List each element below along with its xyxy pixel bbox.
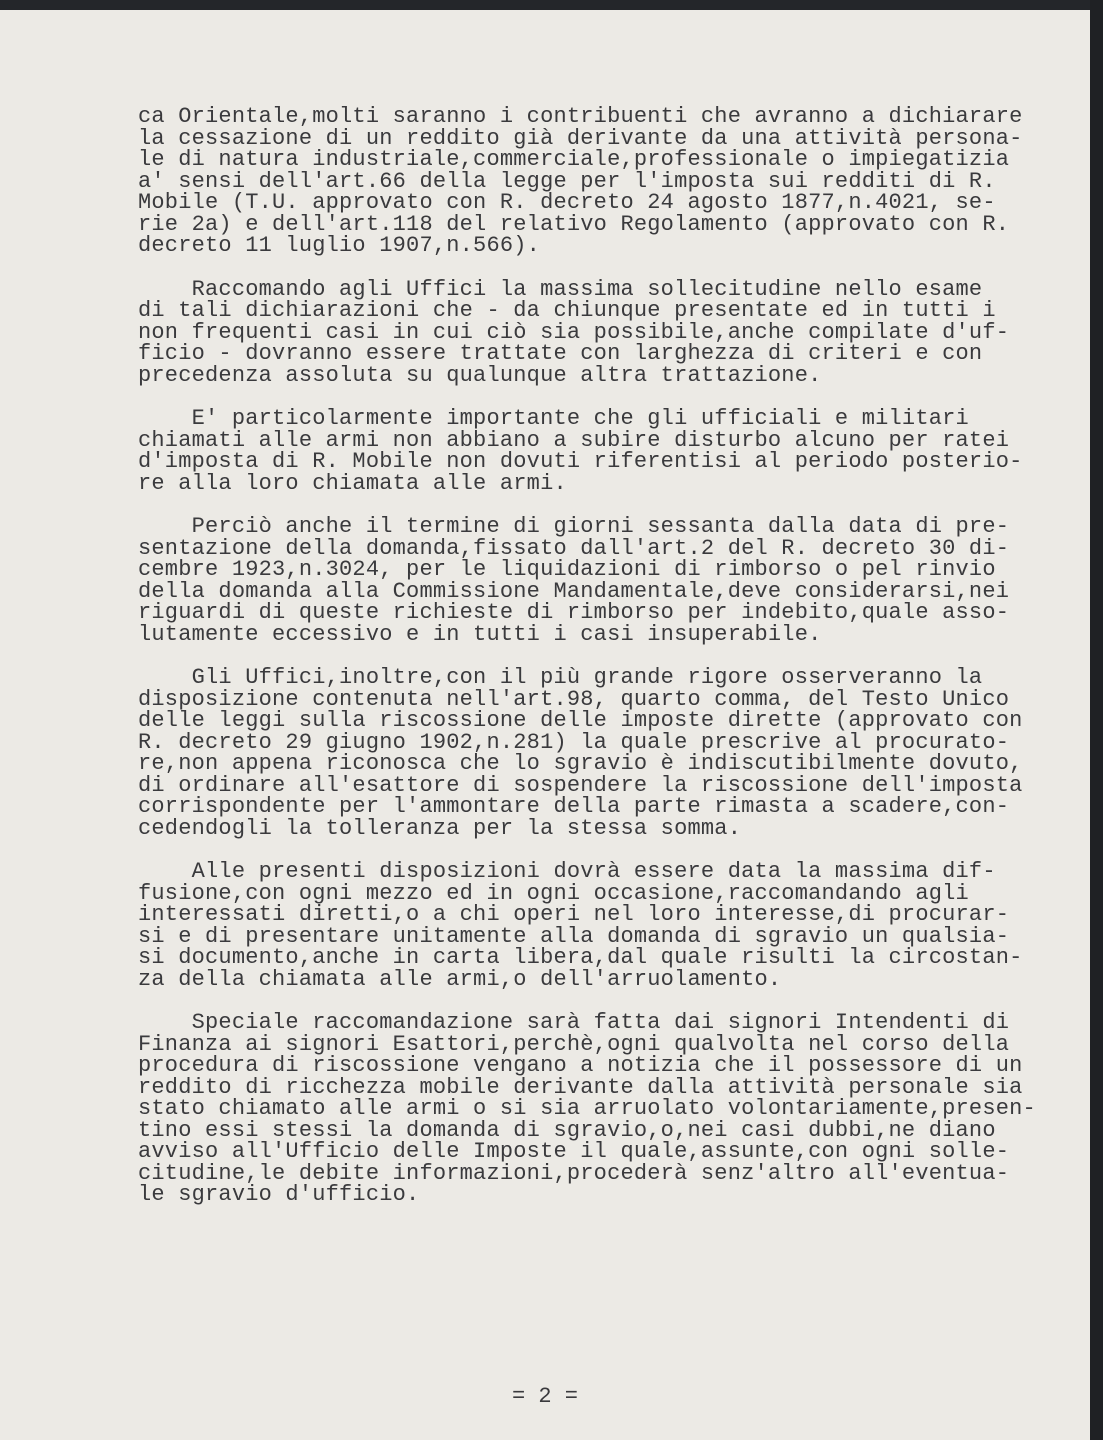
line: rie 2a) e dell'art.118 del relativo Regolamento (approvato con R. <box>138 211 1010 237</box>
line: re,non appena riconosca che lo sgravio è indiscutibilmente dovuto, <box>138 751 1023 776</box>
scan-top-border <box>0 0 1103 10</box>
paragraph-4 <box>138 516 1038 645</box>
line: Speciale raccomandazione sarà fatta dai signori Intendenti di <box>138 1010 1010 1035</box>
line: di ordinare all'esattore di sospendere la riscossione dell'imposta <box>138 772 1023 798</box>
line: Alle presenti disposizioni dovrà essere data la massima dif- <box>138 859 996 884</box>
line: cembre 1923,n.3024, per le liquidazioni di rimborso o pel rinvio <box>138 557 996 582</box>
document-body <box>138 106 1038 1206</box>
line: procedura di riscossione vengano a notizia che il possessore di un <box>138 1053 1023 1078</box>
line: decreto 11 luglio 1907,n.566). <box>138 233 541 258</box>
line: la cessazione di un reddito già derivante da una attività persona- <box>138 125 1023 151</box>
paragraph-3 <box>138 408 1038 494</box>
paragraph-1 <box>138 106 1038 257</box>
line: riguardi di queste richieste di rimborso per indebito,quale asso- <box>138 600 1010 625</box>
document-page <box>0 10 1090 1440</box>
paragraph-5 <box>138 667 1038 839</box>
line: d'imposta di R. Mobile non dovuti riferentisi al periodo posterio- <box>138 449 1023 474</box>
line: Gli Uffici,inoltre,con il più grande rigore osserveranno la <box>138 665 983 690</box>
line: E' particolarmente importante che gli ufficiali e militari <box>138 406 969 431</box>
line: interessati diretti,o a chi operi nel loro interesse,di procurar- <box>138 902 1010 927</box>
page-number: = 2 = <box>511 1384 578 1409</box>
paragraph-2 <box>138 276 1038 388</box>
line: Finanza ai signori Esattori,perchè,ogni qualvolta nel corso della <box>138 1031 1010 1057</box>
line: cedendogli la tolleranza per la stessa somma. <box>138 815 742 841</box>
paragraph-7 <box>138 1012 1038 1206</box>
line: Raccomando agli Uffici la massima sollecitudine nello esame <box>138 276 983 302</box>
line: lutamente eccessivo e in tutti i casi insuperabile. <box>138 621 822 647</box>
line: avviso all'Ufficio delle Imposte il quale,assunte,con ogni solle- <box>138 1139 1010 1164</box>
line: le sgravio d'ufficio. <box>138 1182 420 1207</box>
scan-right-border <box>1090 0 1103 1440</box>
line: citudine,le debite informazioni,procederà senz'altro all'eventua- <box>138 1160 1010 1186</box>
line: chiamati alle armi non abbiano a subire disturbo alcuno per ratei <box>138 427 1010 453</box>
line: disposizione contenuta nell'art.98, quarto comma, del Testo Unico <box>138 686 1010 712</box>
line: le di natura industriale,commerciale,professionale o impiegatizia <box>138 147 1010 172</box>
line: corrispondente per l'ammontare della parte rimasta a scadere,con- <box>138 794 1010 819</box>
line: precedenza assoluta su qualunque altra trattazione. <box>138 362 822 388</box>
line: si documento,anche in carta libera,dal quale risulti la circostan- <box>138 945 1023 970</box>
line: reddito di ricchezza mobile derivante dalla attività personale sia <box>138 1074 1023 1100</box>
line: R. decreto 29 giugno 1902,n.281) la quale prescrive al procurato- <box>138 729 1010 755</box>
line: re alla loro chiamata alle armi. <box>138 470 567 496</box>
line: a' sensi dell'art.66 della legge per l'imposta sui redditi di R. <box>138 168 996 194</box>
line: della domanda alla Commissione Mandamentale,deve considerarsi,nei <box>138 578 1010 604</box>
line: Perciò anche il termine di giorni sessanta dalla data di pre- <box>138 514 1010 539</box>
line: stato chiamato alle armi o si sia arruolato volontariamente,presen- <box>138 1096 1036 1121</box>
line: ficio - dovranno essere trattate con larghezza di criteri e con <box>138 341 983 366</box>
paragraph-6 <box>138 861 1038 990</box>
line: delle leggi sulla riscossione delle imposte dirette (approvato con <box>138 708 1023 733</box>
line: di tali dichiarazioni che - da chiunque presentate ed in tutti i <box>138 298 996 323</box>
line: ca Orientale,molti saranno i contribuenti che avranno a dichiarare <box>138 104 1023 129</box>
line: tino essi stessi la domanda di sgravio,o,nei casi dubbi,ne diano <box>138 1117 996 1143</box>
line: sentazione della domanda,fissato dall'art.2 del R. decreto 30 di- <box>138 535 1010 561</box>
line: si e di presentare unitamente alla domanda di sgravio un qualsia- <box>138 923 1010 949</box>
line: za della chiamata alle armi,o dell'arruolamento. <box>138 966 782 992</box>
line: non frequenti casi in cui ciò sia possibile,anche compilate d'uf- <box>138 319 1010 345</box>
line: Mobile (T.U. approvato con R. decreto 24 agosto 1877,n.4021, se- <box>138 190 996 215</box>
line: fusione,con ogni mezzo ed in ogni occasione,raccomandando agli <box>138 880 969 906</box>
